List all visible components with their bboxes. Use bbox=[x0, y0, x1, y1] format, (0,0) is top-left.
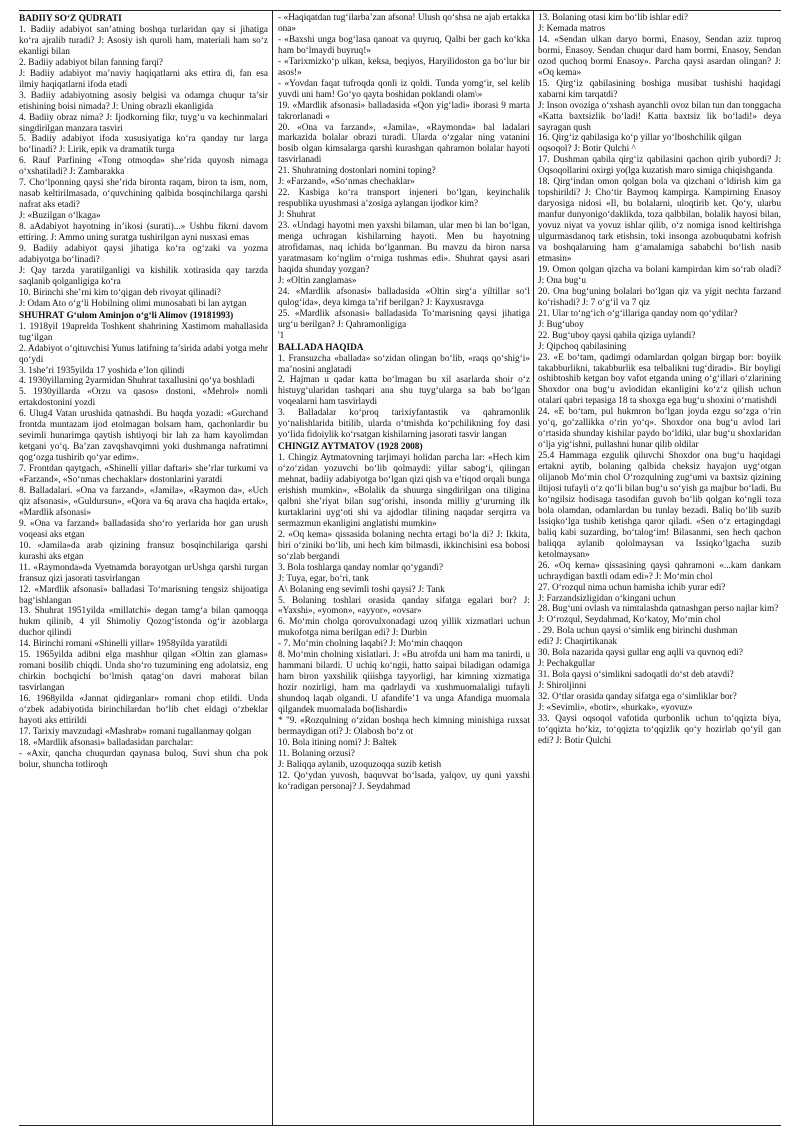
question-paragraph: 10. Birinchi she’rni kim to‘qigan deb rivoyat qilinadi? bbox=[19, 287, 221, 298]
question-paragraph: 31. Bola qaysi o‘simlikni sadoqatli do‘st deb atavdi? bbox=[538, 670, 734, 681]
question-paragraph: J: Qipchoq qabilasining bbox=[538, 341, 627, 352]
question-paragraph: 23. «E bo‘tam, qadimgi odamlardan qolgan birgap bor: boyiik takabburlikni, takabburlik esa telbalikni tug‘diradi». Bir boyligi oshibtoshib ketgan boy vafot etganda uning o‘g‘illari o‘zlarining Shoxdor ona bug‘u avlodidan ekanligini ko‘z‘z qilish uchun otalari qabri tepasiga 18 ta shoxga ega bug‘u shoxini o‘rnatishdi bbox=[538, 352, 781, 407]
question-paragraph: - «Tarixmizko‘p ulkan, keksa, beqiyos, Haryilidoston ga bo‘lur bir asos!» bbox=[278, 56, 530, 78]
question-paragraph: J: Inson ovoziga o‘xshash ayanchli ovoz bilan tun dan tonggacha «Katta baxtsizlik bo‘ladi! Katta baxtsiz lik bo‘ladi!» deya sayragan qush bbox=[538, 100, 781, 133]
question-paragraph: - «Axir, qancha chuqurdan qaynasa buloq, Suvi shun cha pok bolur, shuncha totliroqh bbox=[19, 748, 268, 770]
question-paragraph: 1. Fransuzcha «ballada» so‘zidan olingan bo‘lib, «raqs qo‘shig‘i» ma’nosini anglatadi bbox=[278, 353, 530, 375]
question-paragraph: 1. Badiiy adabiyot san’atning boshqa turlaridan qay si jihatiga ko‘ra ajralib turadi? J: Asosiy ish quroli ham, materiali ham so‘z ekanligi bilan bbox=[19, 24, 268, 57]
question-paragraph: 4. 1930yillarning 2yarmidan Shuhrat taxallusini qo‘ya boshladi bbox=[19, 376, 255, 387]
question-paragraph: J: Shuhrat bbox=[278, 210, 316, 221]
question-paragraph: 28. Bug‘uni ovlash va nimtalashda qatnashgan perso najlar kim? bbox=[538, 604, 779, 615]
question-paragraph: 6. Rauf Parfining «Tong otmoqda» she’rida quyosh nimaga o‘xshatiladi? J: Zambarakka bbox=[19, 156, 268, 178]
question-paragraph: 9. Badiiy adabiyot qaysi jihatiga ko‘ra og‘zaki va yozma adabiyotga bo‘linadi? bbox=[19, 244, 268, 265]
question-paragraph: J: O‘rozqul, Seydahmad, Ko‘katoy, Mo‘min chol bbox=[538, 615, 721, 626]
text-column-2 bbox=[278, 13, 530, 1123]
question-paragraph: 24. «Mardlik afsonasi» balladasida «Oltin sirg‘a yiltillar so‘l qulog‘ida», deya kimga ta’rif berilgan? J: Kayxusravga bbox=[278, 286, 530, 308]
question-paragraph: 19. Omon qolgan qizcha va bolani kampirdan kim so‘rab oladi? J: Ona bug‘u bbox=[538, 264, 781, 286]
bottom-border bbox=[19, 1125, 781, 1126]
section-heading: SHUHRAT G‘ulom Aminjon o‘g‘li Alimov (19181993) bbox=[19, 310, 234, 321]
question-paragraph: J: Farzandsizligidan o‘kingani uchun bbox=[538, 593, 676, 604]
question-paragraph: 11. «Raymonda»da Vyetnamda borayotgan urUshga qarshi turgan fransuz qizi jasorati tasvirlangan bbox=[19, 562, 268, 584]
question-paragraph: 8. aAdabiyot hayotning in’ikosi (surati)...» Ushbu fikrni davom ettiring. J: Ammo uning suratga tushirilgan ayni nusxasi emas bbox=[19, 222, 268, 244]
question-paragraph: 6. Ulug4 Vatan urushida qatnashdi. Bu haqda yozadi: «Gurchand frontda muntazam ijod etolmagan bolsam ham, qachonlardir bu sevimli hunarimga qaytish ishtiyoqi bir lah za ham kayolimdan ketgani yo‘q. Ba’zan zavqshavqimni yoki dushmanga nafratimni qog‘ozga tushirib qo‘yar edim». bbox=[19, 409, 268, 464]
question-paragraph: 2. Badiiy adabiyot bilan fanning farqi? bbox=[19, 57, 164, 68]
question-paragraph: 33. Qaysi oqsoqol vafotida qurbonlik uchun to‘qqizta biya, to‘qqizta ho‘kiz, to‘qqizta to‘qqizlik qo‘y hozirlab qo‘yil gan edi? J: Botir Qulchi bbox=[538, 714, 781, 746]
question-paragraph: 27. O‘rozqul nima uchun hamisha ichib yurar edi? bbox=[538, 582, 726, 593]
question-paragraph: A\ Bolaning eng sevimli toshi qaysi? J: Tank bbox=[278, 584, 445, 595]
question-paragraph: 8. Mo‘min cholning xislatlari. J: «Bu atrofda uni ham ma tanirdi, u hammani bilardi. U uchiq ko‘ngii, hatto saipai biladigan odamiga ham biron yaxshilik qiiishga tayyorligi, har kimning xizmatiga hozir nozirligi, ham ma qadrlaydi va xushmuomalaligi tufayli shundoq laqab olgandi. U afandife’1 va unga Afandiga muomala qilgandek muomalada bo(lishardi» bbox=[278, 650, 530, 716]
question-paragraph: - «Baxshi unga bog‘lasa qanoat va quyruq, Qalbi ber gach ko‘kka ham bo‘lmaydi buyruq!» bbox=[278, 34, 530, 56]
question-paragraph: oqsoqol? J: Botir Qulchi ^ bbox=[538, 144, 636, 155]
question-paragraph: J: «Oltin zanglamas» bbox=[278, 275, 357, 286]
question-paragraph: 16. Qirg‘iz qabilasiga ko‘p yillar yo‘lboshchilik qilgan bbox=[538, 133, 742, 144]
question-paragraph: 20. Ona bug‘uning bolalari bo‘lgan qiz va yigit nechta farzand ko‘rishadi? J: 7 o‘g‘il va 7 qiz bbox=[538, 286, 781, 308]
question-paragraph: 17. Dushman qabila qirg‘iz qabilasini qachon qirib yubordi? J: Oqsoqollarini oxirgi yo(lga kuzatish maro simiga chiqishganda bbox=[538, 155, 781, 177]
question-paragraph: 18. «Mardlik afsonasi» balladasidan parchalar: bbox=[19, 737, 194, 748]
question-paragraph: 32. O‘tlar orasida qanday sifatga ega o‘simliklar bor? bbox=[538, 692, 737, 703]
question-paragraph: 10. Bola itining nomi? J: Baltek bbox=[278, 737, 397, 748]
question-paragraph: 5. 1930yillarda «Orzu va qasos» dostoni, «Mehrol» nomli ertakdostonini yozdi bbox=[19, 387, 268, 409]
question-paragraph: J: «Buzilgan o‘lkaga» bbox=[19, 211, 101, 222]
question-paragraph: 2. Adabiyot o‘qituvchisi Yunus latifning ta’sirida adabi yotga mehr qo‘ydi bbox=[19, 343, 268, 365]
question-paragraph: 24. «E bo‘tam, pul hukmron bo‘lgan joyda ezgu so‘zga o‘rin yo‘q, go‘zallikka o‘rin yo‘q». Shoxdor ona bug‘u avlod lari o‘rtasida shunday kishilar paydo bo‘ldiki, ular bug‘u shoxlaridan o‘lja yig‘ishni, pullashni hunar qilib oldilar bbox=[538, 407, 781, 451]
question-paragraph: 25.4 Hammaga ezgulik qiluvchi Shoxdor ona bug‘u haqidagi ertakni aytib, bolaning qalbida cheksiz hayajon uyg‘otgan olijanob Mo‘min chol O‘rozqulning zug‘umi va baxtsiz qizining iltijosi tufayli o‘z qo‘li bilan bug‘u so‘yish ga majbur bo‘ladi. Bu ko‘ngilsiz hodisaga tasodifan guvoh bo‘lib qolgan ko‘ngli toza bola olamdan, odamlardan bu tunlay bezadi. Baliq bo‘lib suzib Issiqko‘lga tushib ketishga qaror qiladi. «Sen o‘z ertagingdagi baliq kabi suzarding, bo‘talog‘im! Bilasanmi, sen hech qachon baliqqa aylanib qololmaysan va Issiqko‘lgacha suzib ketolmaysan» bbox=[538, 451, 781, 560]
question-paragraph: J: Kemada matros bbox=[538, 23, 606, 34]
top-border bbox=[19, 10, 781, 11]
section-heading: CHINGIZ AYTMATOV (1928 2008) bbox=[278, 442, 423, 453]
question-paragraph: 23. «Undagi hayotni men yaxshi bilaman, ular men bi lan bo‘lgan, menga uchragan kishilarning hayoti. Men bu hayotning atrofidamas, naq ichida bo‘lganman. Bu mavzu da biron narsa yaratmasam ko‘nglim o‘rniga tushmas edi». Shuhrat qaysi asari haqida shunday yozgan? bbox=[278, 221, 530, 275]
question-paragraph: 22. Bug‘uboy qaysi qabila qiziga uylandi? bbox=[538, 330, 696, 341]
text-column-1 bbox=[19, 13, 268, 1123]
question-paragraph: 16. 1968yilda «Jannat qidirganlar» romani chop etildi. Unda o‘zbek adabiyotida birinchilardan bo‘lib chet eldagi o‘zbeklar hayoti aks ettirildi bbox=[19, 694, 268, 726]
question-paragraph: 3. Badiiy adabiyotning asosiy belgisi va odamga chuqur ta’sir etishining boisi nimada? J: Uning obrazli ekanligida bbox=[19, 90, 268, 112]
question-paragraph: 26. «Oq kema» qissasining qaysi qahramoni «...kam dankam uchraydigan baxtli odam edi»? J: Mo‘min chol bbox=[538, 560, 781, 582]
question-paragraph: 30. Bola nazarida qaysi gullar eng aqlli va quvnoq edi? bbox=[538, 648, 743, 659]
question-paragraph: - «Haqiqatdan tug‘ilarba’zan afsona! Ulush qo‘shsa ne ajab ertakka ona» bbox=[278, 13, 530, 34]
question-paragraph: 5. Badiiy adabiyot ifoda xususiyatiga ko‘ra qanday tur larga bo‘linadi? J: Lirik, epik va dramatik turga bbox=[19, 134, 268, 156]
question-paragraph: 25. «Mardlik afsonasi» balladasida To‘marisning qaysi jihatiga urg‘u berilgan? J: Qahramonligiga bbox=[278, 308, 530, 330]
question-paragraph: 13. Bolaning otasi kim bo‘lib ishlar edi? bbox=[538, 13, 689, 23]
question-paragraph: 15. Qirg‘iz qabilasining boshiga musibat tushishi haqidagi xabarni kim tarqatdi? bbox=[538, 78, 781, 100]
section-heading: BALLADA HAQIDA bbox=[278, 342, 364, 353]
question-paragraph: J: Baliqqa aylanib, uzoquzoqqa suzib ketish bbox=[278, 759, 442, 770]
question-paragraph: 12. Qo‘ydan yuvosh, baquvvat bo‘lsada, yalqov, uy quni yaxshi ko‘radigan personaj? J. Seydahmad bbox=[278, 770, 530, 792]
question-paragraph: 18. Qirg‘indan omon qolgan bola va qizchani o‘ldirish kim ga topshirildi? J: Cho‘tir Baymoq kampirga. Kampirning Enasoy daryosiga nidosi «Il, bu bolalarni, uloqtirib ket. Qo‘y, ularbu manfur dunyonigo‘daklikda, toza qalbbilan, bolalik hayosi bilan, yovuz niyat va yovuz ishlar qilib, o‘z nomiga isnod keltirishga ulgurmasdanoq tark etishsin, toki insonga azobuqubatni kofrish va boshqalaruing ham g‘amalamiga sababchi bo‘lish nasib etmasin» bbox=[538, 177, 781, 264]
question-paragraph: 19. «Mardlik afsonasi» balladasida «Qon yig‘ladi» iborasi 9 marta takrorlanadi « bbox=[278, 100, 530, 122]
question-paragraph: 14. Birinchi romani «Shinelli yillar» 1958yilda yaratildi bbox=[19, 639, 228, 650]
question-paragraph: * "9. «Rozqulning o‘zidan boshqa hech kimning minishiga ruxsat bermaydigan oti? J: Olabosh bo‘z ot bbox=[278, 716, 530, 737]
question-paragraph: 21. Shuhratning dostonlari nomini toping? bbox=[278, 166, 436, 177]
section-heading: BADIIY SO‘Z QUDRATI bbox=[19, 14, 122, 24]
question-paragraph: J: Odam Ato o‘g‘li Hobilning olimi munosabati bi lan aytgan bbox=[19, 298, 247, 309]
question-paragraph: 3. Bola toshlarga qanday nomlar qo‘ygandi? bbox=[278, 562, 444, 573]
column-divider bbox=[533, 10, 534, 1126]
question-paragraph: 1. 1918yil 19aprelda Toshkent shahrining Xastimom mahallasida tug‘ilgan bbox=[19, 321, 268, 343]
question-paragraph: 2. «Oq kema» qissasida bolaning nechta ertagi bo‘la di? J: Ikkita, biri o‘ziniki bo‘lib, uni hech kim bilmasdi, ikkinchisini esa bobosi so‘zlab bergandi bbox=[278, 529, 530, 562]
question-paragraph: 7. Cho‘lponning qaysi she’rida bironta raqam, biron ta ism, nom, nasab keltirilmasada, o‘quvchining qalbida bosqinchilarga qarshi nafrat aks etadi? bbox=[19, 178, 268, 211]
question-paragraph: J: Tuya, egar, bo‘ri, tank bbox=[278, 573, 369, 584]
column-divider bbox=[272, 10, 273, 1126]
question-paragraph: 21. Ular to‘ng‘ich o‘g‘illariga qanday nom qo‘ydilar? bbox=[538, 308, 738, 319]
question-paragraph: edi? J: Chaqirtikanak bbox=[538, 637, 618, 648]
question-paragraph: J: Bug‘uboy bbox=[538, 319, 584, 330]
question-paragraph: 11. Bolaning orzusi? bbox=[278, 748, 355, 759]
question-paragraph: 10. «Jamila»da arab qizining fransuz bosqinchilariga qarshi kurashi aks etgan bbox=[19, 540, 268, 562]
question-paragraph: J: «Sevimli», «botir», «hurkak», «yovuz» bbox=[538, 703, 693, 714]
text-column-3 bbox=[538, 13, 781, 1123]
question-paragraph: 4. Badiiy obraz nima? J: Ijodkorning fikr, tuyg‘u va kechinmalari singdirilgan manzara tasviri bbox=[19, 112, 268, 134]
question-paragraph: J: «Farzand», «So‘nmas chechaklar» bbox=[278, 177, 415, 188]
question-paragraph: 20. «Ona va farzand», «Jamila», «Raymonda» bal ladalari markazida bolalar obrazi turadi. Ularda o‘zgalar ning vatanini bosib olgan kimsalarga qarshi kurashgan qahramon bolalar hayoti tasvirlanadi bbox=[278, 122, 530, 166]
question-paragraph: 13. Shuhrat 1951yilda «millatchi» degan tamg‘a bilan qamoqqa hukm qilinib, 4 yil Shimoliy Qozog‘istonda og‘ir azoblarga duchor qilindi bbox=[19, 606, 268, 639]
question-paragraph: 17. Tarixiy mavzudagi «Mashrab» romani tugallanmay qolgan bbox=[19, 726, 252, 737]
question-paragraph: . 29. Bola uchun qaysi o‘simlik eng birinchi dushman bbox=[538, 626, 738, 637]
question-paragraph: 3. Balladalar ko‘proq tarixiyfantastik va qahramonlik yo‘nalishlarida bitilib, ularda o‘tmishda ko‘pchilikning foy dasi yo‘lida fidoiylik ko‘rsatgan kishilarning jasorati tasvir langan bbox=[278, 408, 530, 441]
question-paragraph: 2. Hajman u qadar katta bo‘lmagan bu xil asarlarda shoir o‘z histuyg‘ularidan tashqari ana shu tuyg‘ularga sa bab bo‘lgan voqealarni ham tasvirlaydi bbox=[278, 375, 530, 408]
question-paragraph: 5. Bolaning toshlari orasida qanday sifatga egalari bor? J: «Yaxshi», «yomon», «ayyor», «ovsar» bbox=[278, 595, 530, 617]
question-paragraph: J: Qay tarzda yaratilganligi va kishilik xotirasida qay tarzda saqlanib qolganligiga ko‘ra bbox=[19, 265, 268, 287]
question-paragraph: 14. «Sendan ulkan daryo bormi, Enasoy, Sendan aziz tuproq bormi, Enasoy. Sendan chuqur dard ham bormi, Enasoy, Sendan ozod quchoq bormi Enasoy». Parcha qaysi asardan olingan? J: «Oq kema» bbox=[538, 34, 781, 78]
question-paragraph: 15. 1965yilda adibni elga mashhur qilgan «Oltin zan glamas» romani bosilib chiqdi. Unda sho‘ro tuzumining eng adolatsiz, eng chirkin bochqichi bo‘lmish qatag‘on davri mahorat bilan tasvirlangan bbox=[19, 650, 268, 694]
question-paragraph: 22. Kasbiga ko‘ra transport injeneri bo‘lgan, keyinchalik respublika uyushmasi a’zosiga aylangan ijodkor kim? bbox=[278, 188, 530, 210]
question-paragraph: J: Pechakgullar bbox=[538, 659, 596, 670]
question-paragraph: 1. Chingiz Aytmatovning tarjimayi holidan parcha lar: «Hech kim o‘zo‘zidan yozuvchi bo‘lib qolmaydi: yillar sabog‘i, qilingan mehnat, badiiy adabiyotga bo‘lgan qizi qish va e’tiqod orqali bunga erishish mumkin», «Bolalik da shuurga singdirilgan ona tiligina qalbni she’riyat bilan sug‘orishi, insonda milliy g‘ururning ilk kurtaklarini uyg‘oti shi va ajdodlar tilining naqadar serqirra va sermazmun ekanligini anglatishi mumkin» bbox=[278, 453, 530, 529]
question-paragraph: '1 bbox=[278, 330, 285, 341]
question-paragraph: J: Badiiy adabiyot ma’naviy haqiqatlarni aks ettira di, fan esa ilmiy haqiqatlarni ifoda etadi bbox=[19, 68, 268, 90]
question-paragraph: 3. 1she’ri 1935yilda 17 yoshida e’lon qilindi bbox=[19, 365, 185, 376]
question-paragraph: 8. Balladalari. «Ona va farzand», «Jamila», «Raymon da», «Uch qiz afsonasi», «Guldursun», «Qora va 6q arava cha haqida ertak», «Mardlik afsonasi» bbox=[19, 485, 268, 518]
question-paragraph: J: Shiroljinni bbox=[538, 681, 587, 692]
question-paragraph: - «Yovdan faqat tufroqda qonli iz qoldi. Tunda yomg‘ir, sel kelib yuvdi uni ham! Go‘yo qayta boshidan poklandi olam\» bbox=[278, 78, 530, 100]
question-paragraph: - 7. Mo‘min cholning laqabi? J: Mo‘min chaqqon bbox=[278, 639, 463, 650]
question-paragraph: 9. «Ona va farzand» balladasida sho‘ro yerlarida hor gan urush voqeasi aks etgan bbox=[19, 518, 268, 540]
question-paragraph: 12. «Mardlik afsonasi» balladasi To‘marisning tengsiz shijoatiga bag‘ishlangan bbox=[19, 584, 268, 606]
question-paragraph: 7. Frontdan qaytgach, «Shinelli yillar daftari» she’rlar turkumi va «Farzand», «So‘nmas chechaklar» dostonlarini yaratdi bbox=[19, 464, 268, 486]
question-paragraph: 6. Mo‘min cholga qorovulxonadagi uzoq yillik xizmatlari uchun mukofotga nima berilgan edi? J: Durbin bbox=[278, 617, 530, 639]
